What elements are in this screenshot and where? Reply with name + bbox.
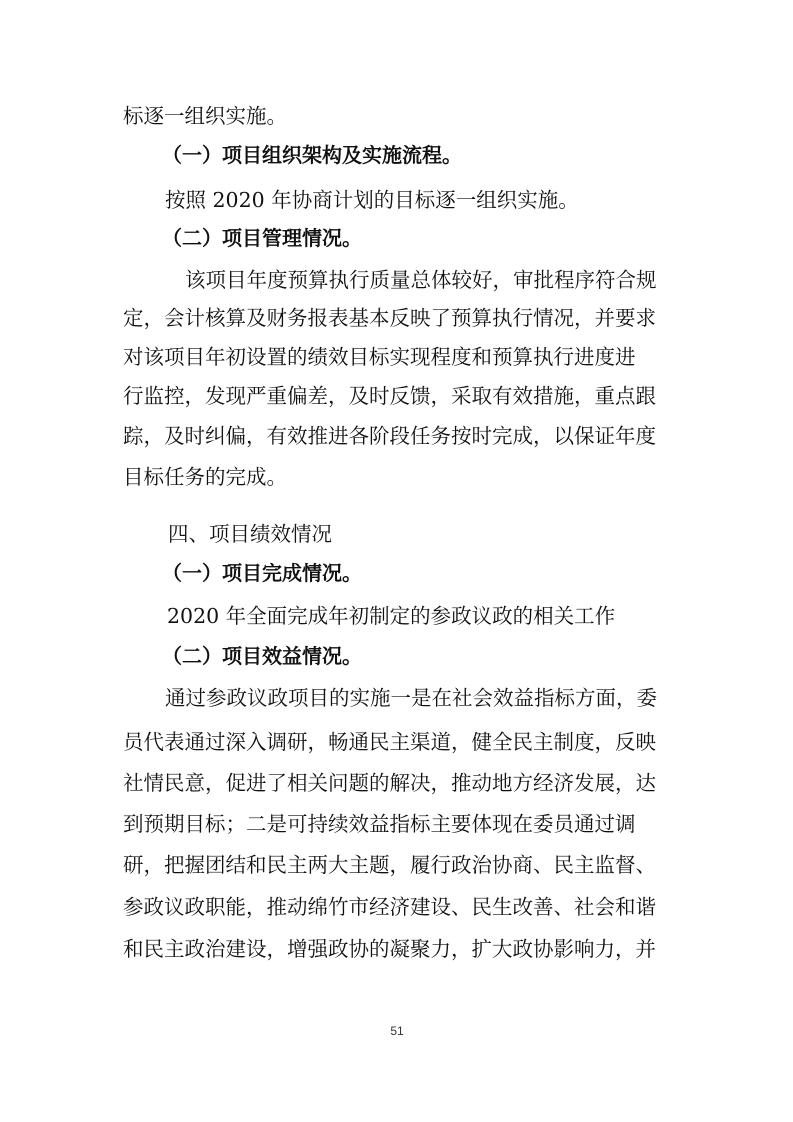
text-line: 研，把握团结和民主两大主题，履行政治协商、民主监督、 <box>123 853 656 877</box>
page-number: 51 <box>390 1024 404 1038</box>
text-line: 和民主政治建设，增强政协的凝聚力，扩大政协影响力，并 <box>123 937 656 961</box>
text-line: 到预期目标；二是可持续效益指标主要体现在委员通过调 <box>123 812 636 836</box>
text-line: 目标任务的完成。 <box>123 465 287 489</box>
section-heading: （二）项目管理情况。 <box>162 226 362 250</box>
text-line: 行监控，发现严重偏差，及时反馈，采取有效措施，重点跟 <box>123 384 656 408</box>
text-line: 社情民意，促进了相关问题的解决，推动地方经济发展，达 <box>123 771 656 795</box>
text-line: 参政议政职能，推动绵竹市经济建设、民生改善、社会和谐 <box>123 895 656 919</box>
text-line: 对该项目年初设置的绩效目标实现程度和预算执行进度进 <box>123 345 636 369</box>
section-heading: （一）项目组织架构及实施流程。 <box>162 143 462 167</box>
section-heading: （二）项目效益情况。 <box>162 644 362 668</box>
text-line: 该项目年度预算执行质量总体较好，审批程序符合规 <box>185 268 657 292</box>
text-line: 踪，及时纠偏，有效推进各阶段任务按时完成，以保证年度 <box>123 424 656 448</box>
text-line: 定，会计核算及财务报表基本反映了预算执行情况，并要求 <box>123 306 656 330</box>
text-line: 按照 2020 年协商计划的目标逐一组织实施。 <box>165 188 579 212</box>
section-heading: 四、项目绩效情况 <box>168 522 332 546</box>
text-line: 通过参政议政项目的实施一是在社会效益指标方面，委 <box>165 686 657 710</box>
text-line: 2020 年全面完成年初制定的参政议政的相关工作 <box>167 604 616 628</box>
section-heading: （一）项目完成情况。 <box>162 561 362 585</box>
text-line: 员代表通过深入调研，畅通民主渠道，健全民主制度，反映 <box>123 730 656 754</box>
text-line: 标逐一组织实施。 <box>123 104 287 128</box>
